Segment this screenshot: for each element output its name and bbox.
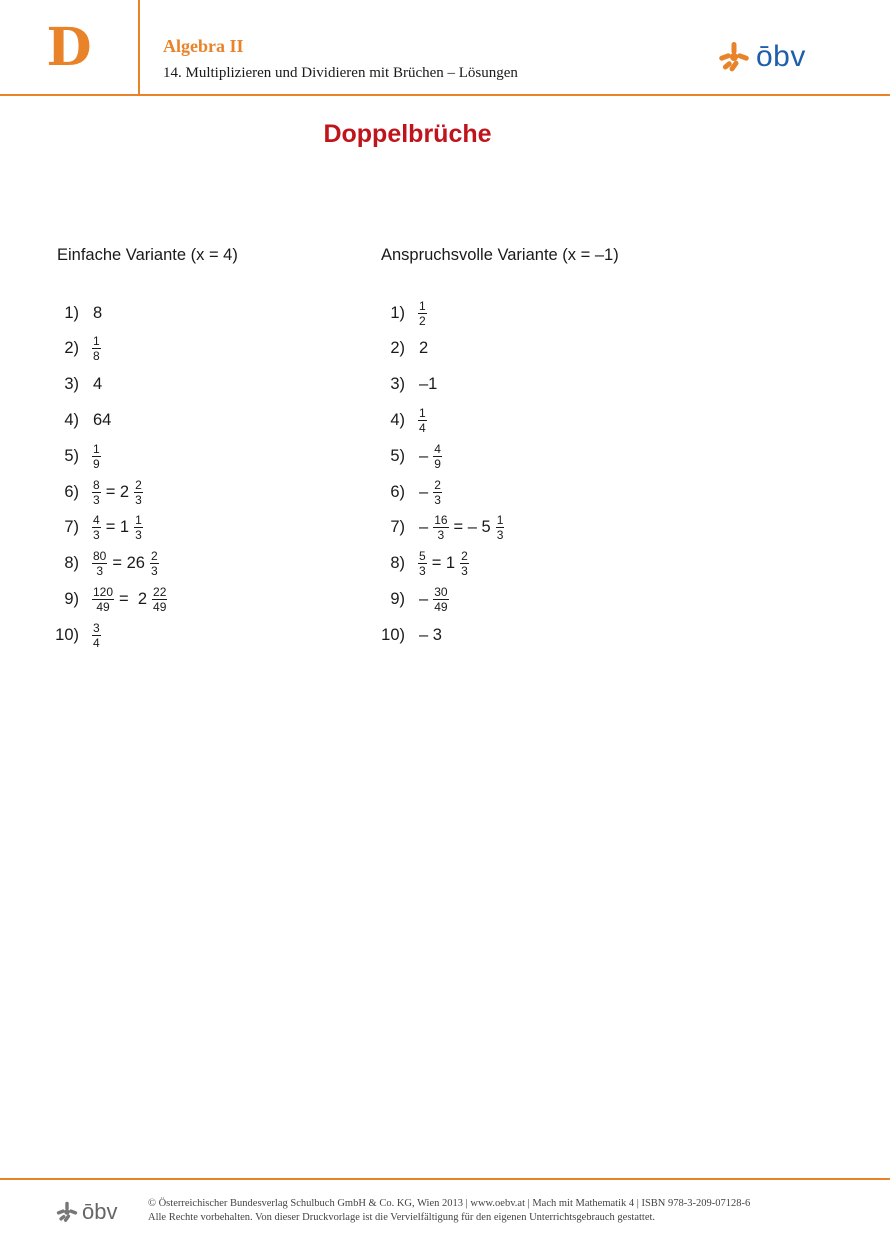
numerator: 8 — [93, 477, 100, 492]
denominator: 3 — [437, 528, 445, 543]
item-number: 4) — [64, 410, 79, 429]
denominator: 49 — [153, 599, 167, 614]
solution-item — [381, 295, 429, 331]
solution-item — [381, 402, 429, 438]
answer-text: = 2 — [105, 482, 130, 501]
item-number: 8) — [390, 554, 405, 573]
solution-item — [381, 331, 431, 367]
denominator: 4 — [93, 635, 100, 650]
answer-text: 4 — [93, 375, 103, 394]
left-column-heading: Einfache Variante (x = 4) — [57, 246, 238, 264]
numerator: 1 — [496, 513, 504, 528]
solution-item — [381, 474, 444, 510]
denominator: 3 — [496, 528, 504, 543]
answer-text: = 2 — [119, 589, 148, 608]
numerator: 1 — [93, 441, 100, 456]
item-number: 10) — [55, 625, 79, 644]
numerator: 2 — [135, 477, 142, 492]
footer-logo-text: ōbv — [82, 1199, 118, 1224]
chapter-letter: D — [0, 0, 140, 94]
fraction — [92, 550, 107, 577]
item-number: 9) — [390, 589, 405, 608]
item-number: 9) — [64, 589, 79, 608]
item-number: 7) — [390, 518, 405, 537]
answer-text: – — [419, 446, 429, 465]
fraction — [152, 586, 167, 613]
obv-logo — [718, 40, 806, 74]
solution-item — [55, 367, 105, 403]
item-number: 10) — [381, 625, 405, 644]
solution-item — [381, 546, 471, 582]
page-header — [0, 0, 890, 96]
header-title: Algebra II — [163, 36, 244, 56]
numerator: 5 — [419, 549, 426, 564]
answer-text: = 1 — [105, 518, 130, 537]
footer-copyright — [148, 1197, 750, 1225]
denominator: 3 — [93, 528, 100, 543]
footer-line-1: © Österreichischer Bundesverlag Schulbuch GmbH & Co. KG, Wien 2013 | www.oebv.at | Mach mit Mathematik 4 | ISBN 978-3-209-07128-6 — [148, 1198, 751, 1209]
denominator: 3 — [419, 564, 426, 579]
item-number: 2) — [390, 339, 405, 358]
solution-item — [381, 510, 506, 546]
answer-text: 8 — [93, 303, 103, 322]
item-number: 8) — [64, 554, 79, 573]
fraction — [134, 514, 143, 541]
denominator: 3 — [150, 564, 158, 579]
fraction — [433, 443, 442, 470]
solution-item — [55, 510, 145, 546]
solution-item — [381, 367, 440, 403]
solution-item — [55, 402, 114, 438]
item-number: 7) — [64, 518, 79, 537]
fraction — [92, 335, 101, 362]
answer-text: – — [419, 482, 429, 501]
denominator: 3 — [461, 564, 468, 579]
fraction — [92, 622, 101, 649]
fraction — [433, 479, 442, 506]
answer-text: 2 — [419, 339, 429, 358]
numerator: 2 — [434, 477, 441, 492]
solution-item — [55, 295, 105, 331]
numerator: 16 — [434, 513, 448, 528]
item-number: 6) — [390, 482, 405, 501]
denominator: 49 — [434, 599, 448, 614]
solution-item — [55, 581, 169, 617]
fraction — [92, 443, 101, 470]
item-number: 2) — [64, 339, 79, 358]
numerator: 80 — [93, 549, 107, 564]
fraction — [433, 514, 448, 541]
logo-text: ōbv — [756, 40, 806, 73]
denominator: 3 — [434, 492, 441, 507]
solution-item — [55, 546, 161, 582]
page-title: Doppelbrüche — [323, 120, 492, 148]
item-number: 5) — [64, 446, 79, 465]
solution-item — [55, 617, 103, 653]
answer-text: = – 5 — [453, 518, 491, 537]
numerator: 30 — [434, 584, 448, 599]
numerator: 4 — [434, 441, 441, 456]
fraction — [496, 514, 505, 541]
fraction — [92, 514, 101, 541]
denominator: 9 — [434, 456, 441, 471]
footer-divider — [0, 1178, 890, 1180]
item-number: 4) — [390, 410, 405, 429]
asterisk-logo-icon — [56, 1201, 78, 1223]
fraction — [92, 479, 101, 506]
answer-text: = 1 — [431, 554, 456, 573]
solution-item — [381, 617, 445, 653]
numerator: 1 — [419, 298, 426, 313]
denominator: 3 — [96, 564, 104, 579]
fraction — [134, 479, 143, 506]
denominator: 3 — [93, 492, 100, 507]
item-number: 1) — [390, 303, 405, 322]
solution-item — [381, 581, 451, 617]
numerator: 1 — [419, 405, 426, 420]
footer-logo — [56, 1199, 117, 1225]
item-number: 6) — [64, 482, 79, 501]
item-number: 5) — [390, 446, 405, 465]
answer-text: – 3 — [419, 625, 442, 644]
item-number: 3) — [390, 375, 405, 394]
numerator: 4 — [93, 513, 100, 528]
right-column-heading: Anspruchsvolle Variante (x = –1) — [381, 246, 619, 264]
denominator: 8 — [93, 349, 100, 364]
fraction — [150, 550, 159, 577]
answer-text: 64 — [93, 410, 112, 429]
numerator: 2 — [461, 549, 468, 564]
denominator: 4 — [419, 420, 426, 435]
numerator: 3 — [93, 620, 100, 635]
denominator: 3 — [135, 492, 142, 507]
denominator: 49 — [96, 599, 110, 614]
answer-text: – — [419, 518, 429, 537]
solution-item — [55, 474, 145, 510]
asterisk-logo-icon — [718, 41, 750, 73]
fraction — [418, 407, 427, 434]
fraction — [418, 300, 427, 327]
footer-line-2: Alle Rechte vorbehalten. Von dieser Druckvorlage ist die Vervielfältigung für den eigenen Unterrichtsgebrauch gestattet. — [148, 1212, 656, 1223]
answer-text: –1 — [419, 375, 438, 394]
fraction — [460, 550, 469, 577]
denominator: 3 — [135, 528, 142, 543]
denominator: 9 — [93, 456, 100, 471]
numerator: 22 — [153, 584, 167, 599]
solution-item — [381, 438, 444, 474]
item-number: 3) — [64, 375, 79, 394]
fraction — [418, 550, 427, 577]
solution-item — [55, 438, 103, 474]
numerator: 1 — [135, 513, 142, 528]
fraction — [433, 586, 448, 613]
item-number: 1) — [64, 303, 79, 322]
header-subtitle: 14. Multiplizieren und Dividieren mit Brüchen – Lösungen — [163, 65, 518, 81]
solution-item — [55, 331, 103, 367]
numerator: 120 — [93, 584, 114, 599]
fraction — [92, 586, 114, 613]
numerator: 1 — [93, 334, 100, 349]
answer-text: = 26 — [112, 554, 145, 573]
denominator: 2 — [419, 313, 426, 328]
answer-text: – — [419, 589, 429, 608]
numerator: 2 — [150, 549, 158, 564]
